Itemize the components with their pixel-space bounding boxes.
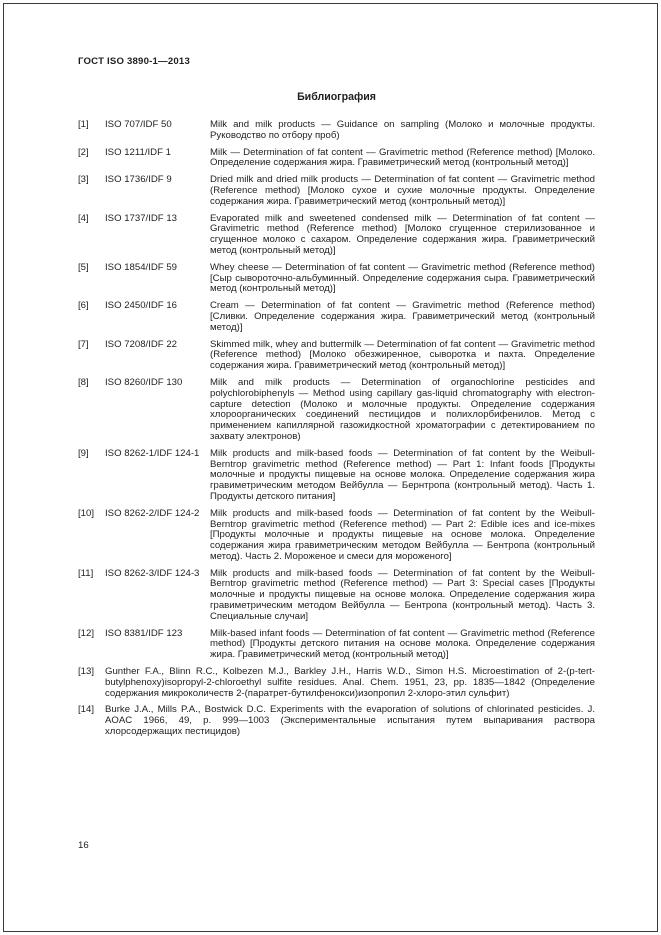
reference-item	[78, 214, 595, 257]
reference-code: ISO 1854/IDF 59	[105, 261, 177, 273]
reference-code: ISO 1736/IDF 9	[105, 174, 172, 186]
page-number: 16	[78, 840, 89, 851]
reference-code: ISO 8262-1/IDF 124-1	[105, 447, 200, 459]
document-code-header: ГОСТ ISO 3890-1—2013	[78, 56, 190, 67]
reference-item	[78, 340, 595, 372]
reference-number: [6]	[78, 300, 89, 312]
reference-item	[78, 705, 595, 737]
reference-item	[78, 263, 595, 295]
reference-item	[78, 378, 595, 443]
reference-text: Evaporated milk and sweetened condensed milk — Determination of fat content — Gravimetric method (Reference method) [Молоко сгущенное стерилизованное и сгущенное молоко с сахаром. Определение содержания жира. Гравиметрический метод (контрольный метод)]	[210, 212, 595, 256]
reference-number: [14]	[78, 704, 95, 716]
reference-code: ISO 1737/IDF 13	[105, 212, 177, 224]
reference-item	[78, 629, 595, 661]
reference-text: Burke J.A., Mills P.A., Bostwick D.C. Experiments with the evaporation of solutions of chlorinated pesticides. J. AOAC 1966, 49, p. 999—1003 (Экспериментальные испытания путем выпаривания раствора хлорсодержащих пестицидов)	[105, 704, 595, 738]
reference-text: Milk and milk products — Determination of organochlorine pesticides and polychlorobiphenyls — Method using capillary gas-liquid chromatography with electron-capture detection (Молоко и молочные продукты. Определение содержания хлороорганических соединений пестицидов и полихлорбифенилов. Метод с применением капиллярной газожидкостной хроматографии с детектированием по захвату электронов)	[210, 376, 595, 442]
reference-number: [9]	[78, 447, 89, 459]
reference-code: ISO 2450/IDF 16	[105, 300, 177, 312]
reference-item	[78, 148, 595, 170]
page-content	[78, 0, 595, 744]
reference-code: ISO 707/IDF 50	[105, 119, 172, 130]
reference-text: Milk products and milk-based foods — Determination of fat content by the Weibull-Berntrop gravimetric method (Reference method) — Part 2: Edible ices and ice-mixes [Продукты молочные и продукты пищевые на основе молока. Определение содержания жира гравиметрическим методом Вейбулла — Бентропа (контрольный метод). Часть 2. Мороженое и смеси для мороженого]	[210, 507, 595, 562]
reference-item	[78, 120, 595, 142]
reference-item	[78, 569, 595, 623]
reference-text: Milk and milk products — Guidance on sampling (Молоко и молочные продукты. Руководство по отбору проб)	[210, 119, 595, 141]
reference-number: [3]	[78, 174, 89, 186]
reference-number: [5]	[78, 261, 89, 273]
reference-text: Whey cheese — Determination of fat content — Gravimetric method (Reference method) [Сыр сывороточно-альбуминный. Определение содержания сыра. Гравиметрический метод (контрольный метод)]	[210, 261, 595, 295]
reference-text: Milk — Determination of fat content — Gravimetric method (Reference method) [Молоко. Определение содержания жира. Гравиметрический метод (контрольный метод)]	[210, 146, 595, 169]
reference-number: [7]	[78, 338, 89, 350]
reference-number: [10]	[78, 507, 95, 519]
bibliography-title: Библиография	[297, 91, 376, 103]
reference-code: ISO 8381/IDF 123	[105, 627, 183, 639]
reference-item	[78, 509, 595, 563]
reference-code: ISO 7208/IDF 22	[105, 338, 177, 350]
reference-item	[78, 449, 595, 503]
reference-item	[78, 667, 595, 699]
reference-text: Skimmed milk, whey and buttermilk — Determination of fat content — Gravimetric method (Reference method) [Молоко обезжиренное, сыворотка и пахта. Определение содержания жира. Гравиметрический метод (контрольный метод)]	[210, 338, 595, 372]
reference-number: [1]	[78, 119, 89, 130]
reference-code: ISO 1211/IDF 1	[105, 146, 171, 158]
reference-number: [11]	[78, 567, 94, 579]
reference-text: Milk products and milk-based foods — Determination of fat content by the Weibull-Berntrop gravimetric method (Reference method) — Part 1: Infant foods [Продукты молочные и продукты пищевые на основе молока. Определение содержания жира гравиметрическим методом Вейбулла — Бернтропа (контрольный метод). Часть 1. Продукты детского питания]	[210, 447, 595, 502]
reference-text: Cream — Determination of fat content — Gravimetric method (Reference method) [Сливки. Определение содержания жира. Гравиметрический метод (контрольный метод)]	[210, 300, 595, 333]
reference-text: Milk-based infant foods — Determination of fat content — Gravimetric method (Reference method) [Продукты детского питания на основе молока. Определение содержания жира. Гравиметрический метод (контрольный метод)]	[210, 627, 595, 661]
reference-text: Dried milk and dried milk products — Determination of fat content — Gravimetric method (Reference method) [Молоко сухое и сухие молочные продукты. Определение содержания жира. Гравиметрический метод (контрольный метод)]	[210, 174, 595, 207]
reference-code: ISO 8262-3/IDF 124-3	[105, 567, 200, 579]
reference-number: [2]	[78, 146, 89, 158]
reference-code: ISO 8262-2/IDF 124-2	[105, 507, 200, 519]
reference-text: Milk products and milk-based foods — Determination of fat content by the Weibull-Berntrop gravimetric method (Reference method) — Part 3: Special cases [Продукты молочные и продукты пищевые на основе молока. Определение содержания жира гравиметрическим методом Вейбулла — Бентропа (контрольный метод). Часть 3. Специальные случаи]	[210, 567, 595, 622]
reference-list	[78, 120, 595, 738]
reference-item	[78, 301, 595, 333]
reference-code: ISO 8260/IDF 130	[105, 376, 183, 388]
reference-number: [8]	[78, 376, 89, 388]
reference-item	[78, 175, 595, 207]
reference-number: [13]	[78, 666, 95, 678]
reference-number: [12]	[78, 627, 95, 639]
reference-number: [4]	[78, 212, 89, 224]
reference-text: Gunther F.A., Blinn R.C., Kolbezen M.J., Barkley J.H., Harris W.D., Simon H.S. Microestimation of 2-(p-tert-butylphenoxy)isopropyl-2-chloroethyl sulfite residues. Anal. Chem. 1951, 23, pp. 1835—1842 (Определение содержания микроколичеств 2-(паратрет-бутилфенокси)изопропил 2-хлоро-этил сульфит)	[105, 666, 595, 699]
